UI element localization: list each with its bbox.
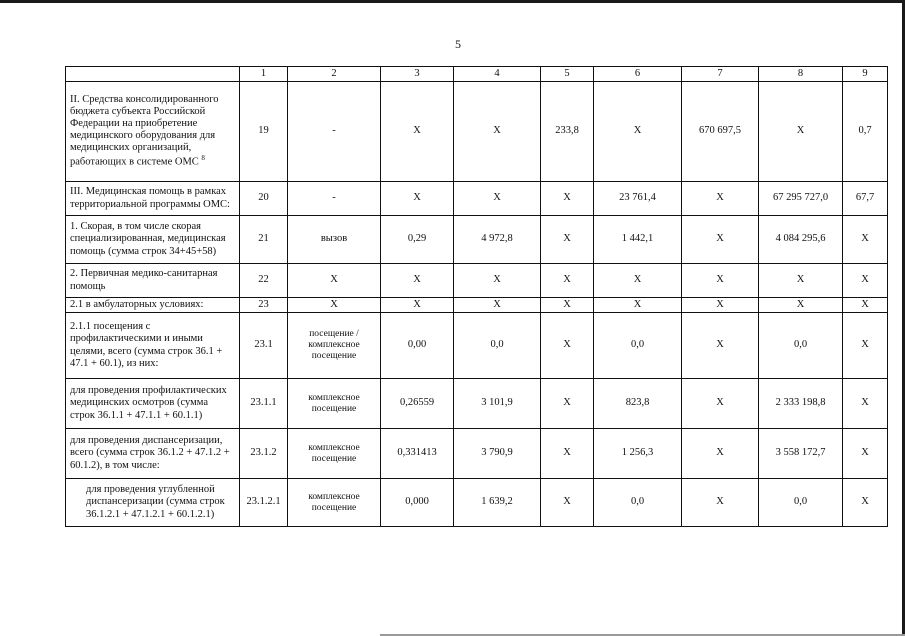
table-cell: 0,0: [759, 313, 843, 379]
header-cell: 2: [288, 67, 381, 82]
table-cell: 23 761,4: [594, 182, 682, 216]
table-cell: X: [541, 313, 594, 379]
table-row: [66, 429, 888, 479]
table-cell: 19: [240, 82, 288, 182]
table-cell: 3 558 172,7: [759, 429, 843, 479]
table-cell: X: [682, 429, 759, 479]
table-cell: X: [381, 298, 454, 313]
table-cell: 823,8: [594, 379, 682, 429]
table-cell: 0,00: [381, 313, 454, 379]
table-cell: 23: [240, 298, 288, 313]
table-cell: X: [454, 298, 541, 313]
table-cell: 23.1.1: [240, 379, 288, 429]
table-cell: 23.1.2: [240, 429, 288, 479]
table-cell: X: [288, 298, 381, 313]
table-cell: X: [541, 264, 594, 298]
table-cell: 0,26559: [381, 379, 454, 429]
table-cell: X: [682, 479, 759, 527]
header-cell: 8: [759, 67, 843, 82]
header-cell: 9: [843, 67, 888, 82]
table-cell: X: [843, 479, 888, 527]
table-cell: X: [381, 264, 454, 298]
table-cell: 0,0: [594, 479, 682, 527]
table-cell: X: [843, 313, 888, 379]
table-cell: X: [381, 182, 454, 216]
table-cell: X: [594, 298, 682, 313]
table-cell: 1 256,3: [594, 429, 682, 479]
table-cell: X: [541, 379, 594, 429]
table-cell: X: [454, 182, 541, 216]
table-cell: 0,000: [381, 479, 454, 527]
table-cell: комплексное посещение: [288, 479, 381, 527]
table-cell: X: [541, 216, 594, 264]
table-cell: 0,331413: [381, 429, 454, 479]
header-cell: 6: [594, 67, 682, 82]
table-cell: 1 442,1: [594, 216, 682, 264]
table-cell: X: [454, 82, 541, 182]
table-cell: 233,8: [541, 82, 594, 182]
table-cell: X: [541, 182, 594, 216]
table-cell: X: [843, 216, 888, 264]
table-cell: 4 972,8: [454, 216, 541, 264]
header-row: [66, 67, 888, 82]
table-cell: X: [682, 298, 759, 313]
table-cell: 0,7: [843, 82, 888, 182]
table-cell: 3 790,9: [454, 429, 541, 479]
header-cell: 1: [240, 67, 288, 82]
table-cell: -: [288, 82, 381, 182]
table-cell: X: [541, 479, 594, 527]
table-cell: X: [682, 264, 759, 298]
row-label: II. Средства консолидированного бюджета субъекта Российской Федерации на приобретение медицинского оборудования для медицинских организаций, работающих в системе ОМС $^8$: [66, 82, 240, 182]
table-cell: X: [682, 182, 759, 216]
header-cell: 4: [454, 67, 541, 82]
table-cell: X: [594, 82, 682, 182]
table-cell: X: [454, 264, 541, 298]
scan-edge-top: [0, 0, 905, 3]
table-cell: 20: [240, 182, 288, 216]
table-row: [66, 182, 888, 216]
table-cell: X: [682, 313, 759, 379]
header-cell: 7: [682, 67, 759, 82]
table-cell: X: [843, 379, 888, 429]
table-cell: X: [381, 82, 454, 182]
table-cell: X: [759, 82, 843, 182]
table-cell: 0,0: [454, 313, 541, 379]
table-cell: 23.1.2.1: [240, 479, 288, 527]
table-cell: 0,0: [759, 479, 843, 527]
table-cell: X: [541, 298, 594, 313]
table-cell: комплексное посещение: [288, 429, 381, 479]
table-cell: 0,0: [594, 313, 682, 379]
table-cell: X: [843, 429, 888, 479]
table-cell: вызов: [288, 216, 381, 264]
table-cell: 67,7: [843, 182, 888, 216]
header-cell: [66, 67, 240, 82]
table-cell: комплексное посещение: [288, 379, 381, 429]
row-label: 2.1 в амбулаторных условиях:: [66, 298, 240, 313]
row-label: 1. Скорая, в том числе скорая специализированная, медицинская помощь (сумма строк 34+45+58): [66, 216, 240, 264]
table-cell: X: [682, 379, 759, 429]
table-row: [66, 264, 888, 298]
table-cell: 0,29: [381, 216, 454, 264]
row-label: для проведения профилактических медицинских осмотров (сумма строк 36.1.1 + 47.1.1 + 60.1.1): [66, 379, 240, 429]
table-cell: X: [288, 264, 381, 298]
table-cell: 2 333 198,8: [759, 379, 843, 429]
table-row: [66, 82, 888, 182]
table-cell: посещение / комплексное посещение: [288, 313, 381, 379]
header-cell: 5: [541, 67, 594, 82]
row-label: 2.1.1 посещения с профилактическими и иными целями, всего (сумма строк 36.1 + 47.1 + 60.1), из них:: [66, 313, 240, 379]
table-cell: 67 295 727,0: [759, 182, 843, 216]
table-row: [66, 298, 888, 313]
row-label: для проведения углубленной диспансеризации (сумма строк 36.1.2.1 + 47.1.2.1 + 60.1.2.1): [66, 479, 240, 527]
budget-table: [65, 66, 888, 527]
table-row: [66, 379, 888, 429]
row-label: для проведения диспансеризации, всего (сумма строк 36.1.2 + 47.1.2 + 60.1.2), в том числе:: [66, 429, 240, 479]
table-cell: X: [759, 298, 843, 313]
table-row: [66, 216, 888, 264]
table-cell: X: [682, 216, 759, 264]
table-cell: X: [843, 264, 888, 298]
table-cell: X: [594, 264, 682, 298]
page-number: 5: [455, 37, 461, 51]
table-cell: 4 084 295,6: [759, 216, 843, 264]
table-cell: 23.1: [240, 313, 288, 379]
header-cell: 3: [381, 67, 454, 82]
table-cell: 670 697,5: [682, 82, 759, 182]
footnote-mark: 8: [201, 154, 205, 163]
table-cell: 3 101,9: [454, 379, 541, 429]
table-row: [66, 313, 888, 379]
table-cell: 22: [240, 264, 288, 298]
table-cell: X: [843, 298, 888, 313]
table-cell: -: [288, 182, 381, 216]
table-cell: 21: [240, 216, 288, 264]
table-cell: X: [759, 264, 843, 298]
table-cell: X: [541, 429, 594, 479]
table-cell: 1 639,2: [454, 479, 541, 527]
row-label: III. Медицинская помощь в рамках территориальной программы ОМС:: [66, 182, 240, 216]
table-row: [66, 479, 888, 527]
row-label: 2. Первичная медико-санитарная помощь: [66, 264, 240, 298]
